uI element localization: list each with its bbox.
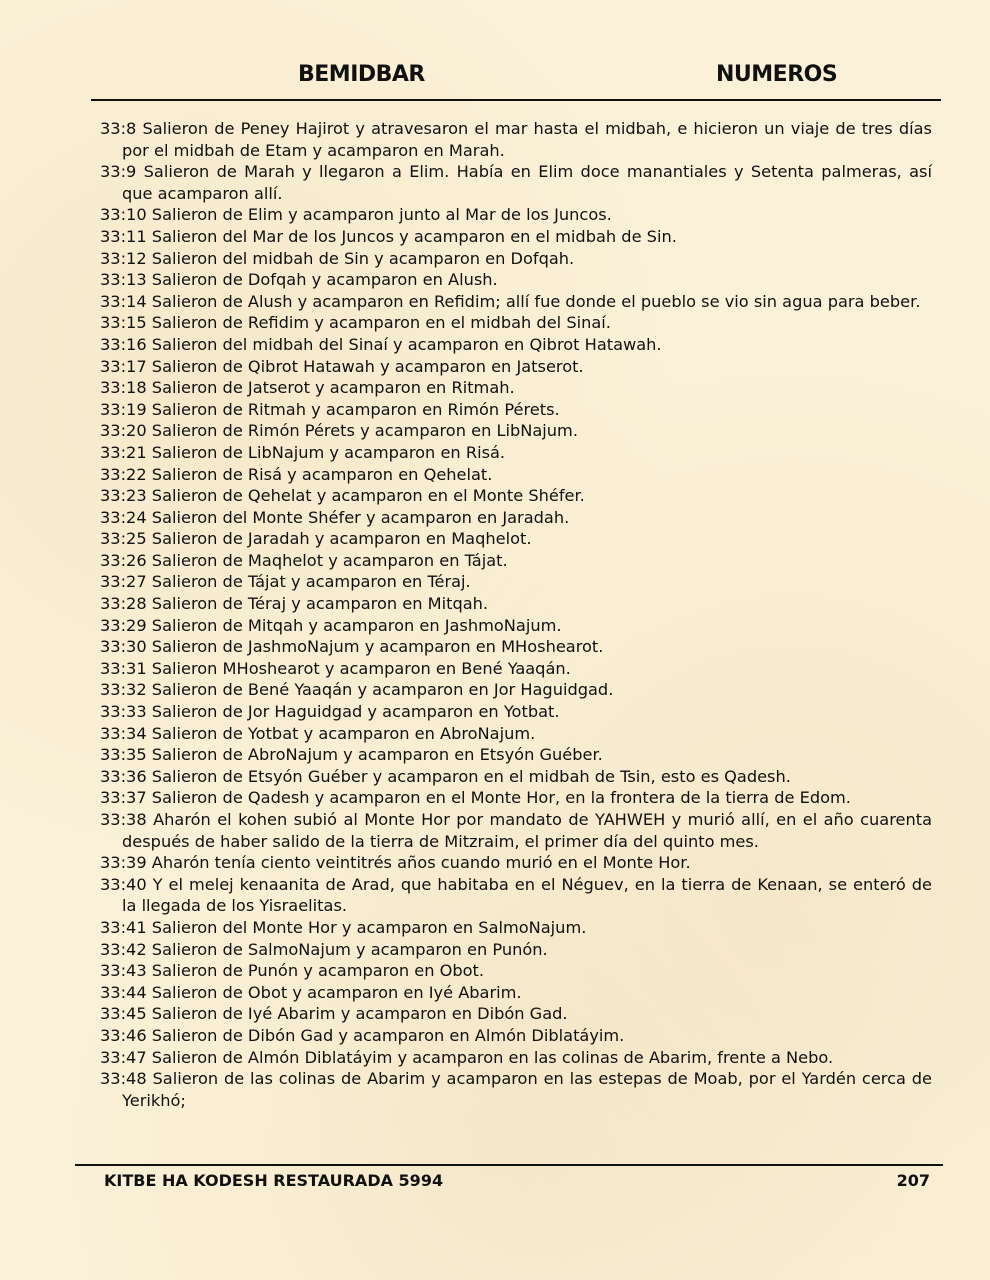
footer-title: KITBE HA KODESH RESTAURADA 5994 [104, 1171, 444, 1190]
verse: 33:31 Salieron MHoshearot y acamparon en Bené Yaaqán. [100, 658, 571, 678]
verse: 33:43 Salieron de Punón y acamparon en Obot. [100, 961, 485, 981]
verse: 33:12 Salieron del midbah de Sin y acamparon en Dofqah. [100, 248, 575, 268]
page-number: 207 [896, 1171, 930, 1190]
verse: 33:20 Salieron de Rimón Pérets y acamparon en LibNajum. [100, 421, 578, 441]
verse: 33:30 Salieron de JashmoNajum y acamparon en MHoshearot. [100, 637, 604, 657]
verse: 33:45 Salieron de Iyé Abarim y acamparon en Dibón Gad. [100, 1004, 568, 1024]
verse: 33:15 Salieron de Refidim y acamparon en el midbah del Sinaí. [100, 313, 611, 333]
verse: 33:25 Salieron de Jaradah y acamparon en Maqhelot. [100, 529, 532, 549]
verse: 33:34 Salieron de Yotbat y acamparon en AbroNajum. [100, 723, 536, 743]
header-book-hebrew: BEMIDBAR [298, 62, 425, 87]
verse: 33:41 Salieron del Monte Hor y acamparon en SalmoNajum. [100, 917, 587, 937]
verse: 33:47 Salieron de Almón Diblatáyim y acamparon en las colinas de Abarim, frente a Nebo. [100, 1047, 834, 1067]
verse: 33:38 Aharón el kohen subió al Monte Hor por mandato de YAHWEH y murió allí, en el año cuarenta después de haber salido de la tierra de Mitzraim, el primer día del quinto mes. [100, 810, 932, 851]
verse: 33:42 Salieron de SalmoNajum y acamparon en Punón. [100, 939, 548, 959]
verse: 33:46 Salieron de Dibón Gad y acamparon en Almón Diblatáyim. [100, 1025, 625, 1045]
verse: 33:13 Salieron de Dofqah y acamparon en Alush. [100, 270, 498, 290]
header-book-spanish: NUMEROS [716, 62, 838, 87]
page-footer [0, 1171, 990, 1195]
verse: 33:40 Y el melej kenaanita de Arad, que habitaba en el Néguev, en la tierra de Kenaan, se enteró de la llegada de los Yisraelitas. [100, 874, 932, 916]
verse: 33:14 Salieron de Alush y acamparon en Refidim; allí fue donde el pueblo se vio sin agua para beber. [100, 291, 921, 311]
verse: 33:37 Salieron de Qadesh y acamparon en el Monte Hor, en la frontera de la tierra de Edom. [100, 788, 851, 808]
verse: 33:16 Salieron del midbah del Sinaí y acamparon en Qibrot Hatawah. [100, 334, 662, 354]
verse: 33:10 Salieron de Elim y acamparon junto al Mar de los Juncos. [100, 205, 612, 225]
verse: 33:21 Salieron de LibNajum y acamparon en Risá. [100, 442, 506, 462]
verse: 33:8 Salieron de Peney Hajirot y atravesaron el mar hasta el midbah, e hicieron un viaje de tres días por el midbah de Etam y acamparon en Marah. [100, 119, 932, 160]
verse: 33:36 Salieron de Etsyón Guéber y acamparon en el midbah de Tsin, esto es Qadesh. [100, 766, 791, 786]
verse: 33:35 Salieron de AbroNajum y acamparon en Etsyón Guéber. [100, 745, 603, 765]
verse: 33:17 Salieron de Qibrot Hatawah y acamparon en Jatserot. [100, 356, 584, 376]
verse: 33:11 Salieron del Mar de los Juncos y acamparon en el midbah de Sin. [100, 226, 677, 246]
page-header [0, 62, 990, 96]
verse: 33:23 Salieron de Qehelat y acamparon en el Monte Shéfer. [100, 486, 585, 506]
verse: 33:26 Salieron de Maqhelot y acamparon en Tájat. [100, 550, 508, 570]
verse-list [100, 118, 932, 1111]
verse: 33:9 Salieron de Marah y llegaron a Elim. Había en Elim doce manantiales y Setenta palmeras, así que acamparon allí. [100, 162, 932, 203]
verse: 33:27 Salieron de Tájat y acamparon en Téraj. [100, 572, 471, 592]
verse: 33:39 Aharón tenía ciento veintitrés años cuando murió en el Monte Hor. [100, 853, 691, 873]
verse: 33:19 Salieron de Ritmah y acamparon en Rimón Pérets. [100, 399, 560, 419]
verse: 33:48 Salieron de las colinas de Abarim y acamparon en las estepas de Moab, por el Yardén cerca de Yerikhó; [100, 1069, 932, 1110]
header-rule [91, 99, 941, 101]
verse: 33:24 Salieron del Monte Shéfer y acamparon en Jaradah. [100, 507, 570, 527]
verse: 33:33 Salieron de Jor Haguidgad y acamparon en Yotbat. [100, 702, 560, 722]
verse: 33:29 Salieron de Mitqah y acamparon en JashmoNajum. [100, 615, 562, 635]
verse: 33:28 Salieron de Téraj y acamparon en Mitqah. [100, 594, 489, 614]
verse: 33:22 Salieron de Risá y acamparon en Qehelat. [100, 464, 493, 484]
verse: 33:18 Salieron de Jatserot y acamparon en Ritmah. [100, 378, 515, 398]
footer-rule [75, 1164, 943, 1166]
verse: 33:44 Salieron de Obot y acamparon en Iyé Abarim. [100, 982, 522, 1002]
verse: 33:32 Salieron de Bené Yaaqán y acamparon en Jor Haguidgad. [100, 680, 614, 700]
